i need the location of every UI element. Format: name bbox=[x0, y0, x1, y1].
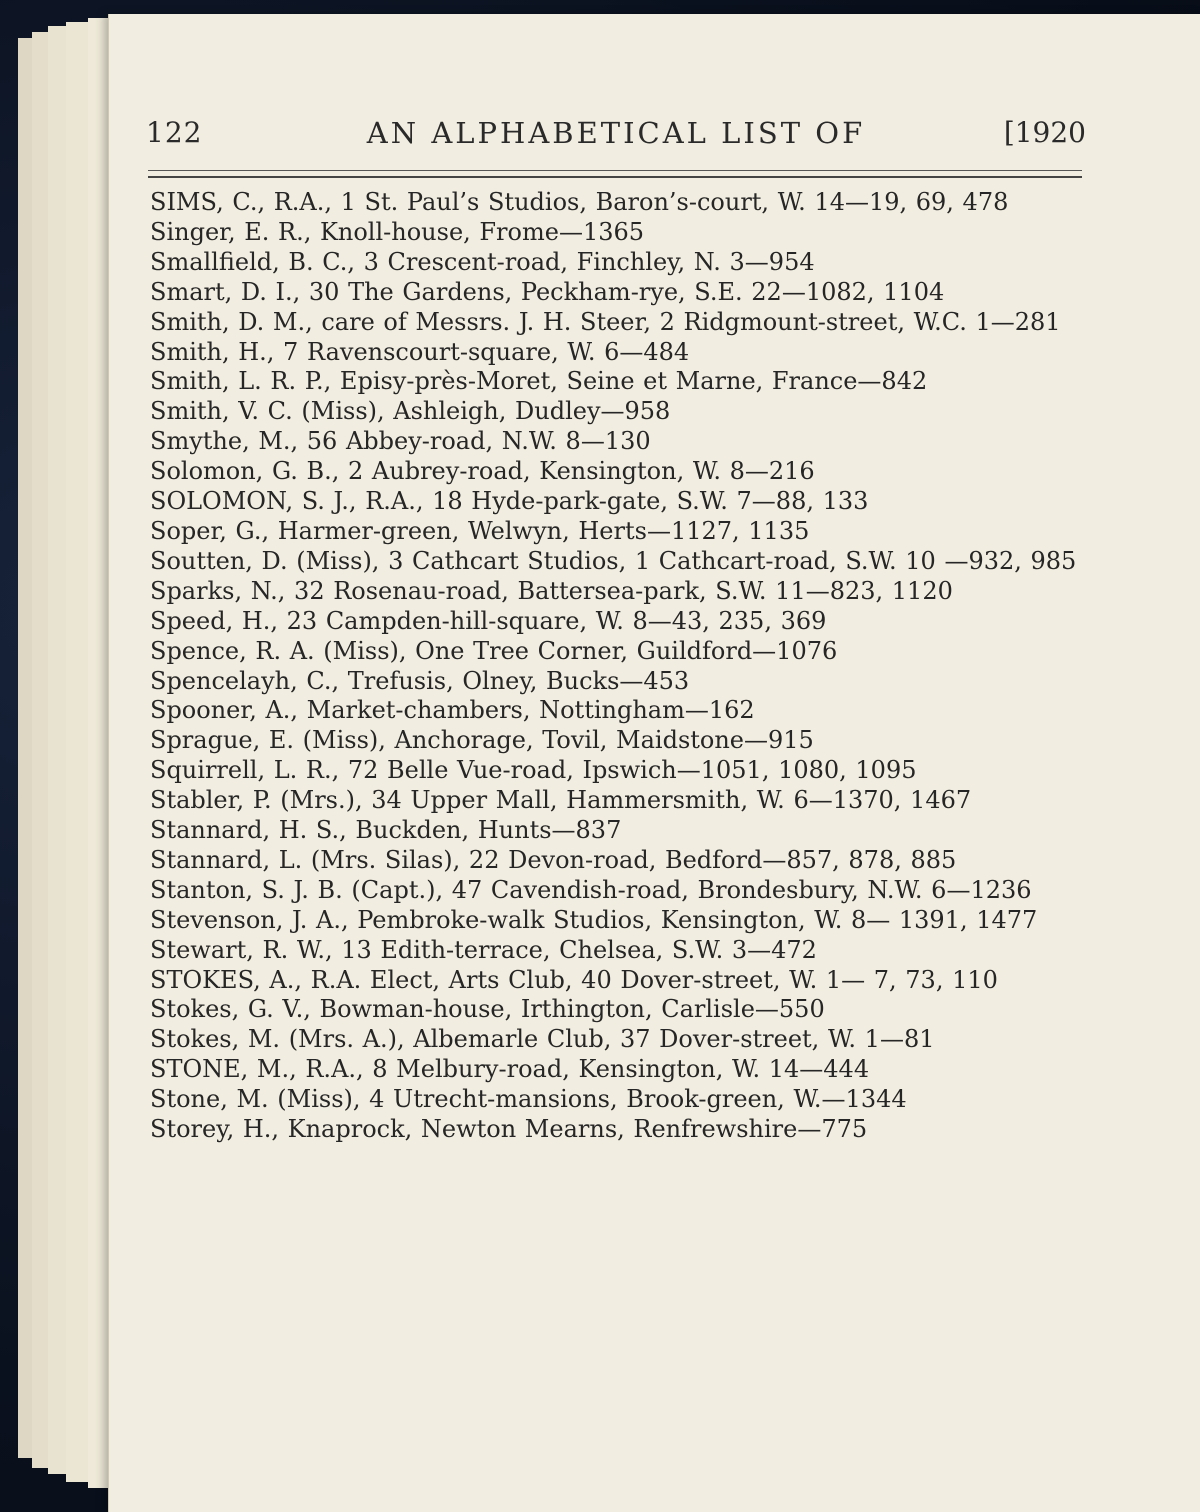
list-item: Smallfield, B. C., 3 Crescent-road, Finchley, N. 3—954 bbox=[150, 247, 815, 276]
list-item: Smith, D. M., care of Messrs. J. H. Steer, 2 Ridgmount-street, W.C. 1—281 bbox=[150, 307, 1061, 336]
list-item: Stokes, G. V., Bowman-house, Irthington, Carlisle—550 bbox=[150, 995, 825, 1024]
list-item: STOKES, A., R.A. Elect, Arts Club, 40 Dover-street, W. 1— 7, 73, 110 bbox=[150, 965, 998, 994]
list-item: Stevenson, J. A., Pembroke-walk Studios, Kensington, W. 8— 1391, 1477 bbox=[150, 905, 1038, 934]
list-item: STONE, M., R.A., 8 Melbury-road, Kensington, W. 14—444 bbox=[150, 1055, 870, 1084]
list-item: Stannard, H. S., Buckden, Hunts—837 bbox=[150, 816, 622, 845]
list-item: Smith, L. R. P., Episy-près-Moret, Seine et Marne, France—842 bbox=[150, 367, 928, 396]
header-rule bbox=[148, 170, 1082, 171]
list-item: Sprague, E. (Miss), Anchorage, Tovil, Maidstone—915 bbox=[150, 726, 814, 755]
list-item: Smith, H., 7 Ravenscourt-square, W. 6—484 bbox=[150, 337, 690, 366]
list-item: Smythe, M., 56 Abbey-road, N.W. 8—130 bbox=[150, 427, 651, 456]
list-item: Stannard, L. (Mrs. Silas), 22 Devon-road, Bedford—857, 878, 885 bbox=[150, 845, 957, 874]
list-item: Stabler, P. (Mrs.), 34 Upper Mall, Hammersmith, W. 6—1370, 1467 bbox=[150, 786, 972, 815]
list-item: Speed, H., 23 Campden-hill-square, W. 8—43, 235, 369 bbox=[150, 606, 827, 635]
list-item: Spooner, A., Market-chambers, Nottingham—162 bbox=[150, 696, 755, 725]
list-item: Smith, V. C. (Miss), Ashleigh, Dudley—958 bbox=[150, 397, 671, 426]
year-mark: [1920 bbox=[1003, 116, 1086, 149]
list-item: Smart, D. I., 30 The Gardens, Peckham-rye, S.E. 22—1082, 1104 bbox=[150, 277, 945, 306]
list-item: Spencelayh, C., Trefusis, Olney, Bucks—453 bbox=[150, 666, 690, 695]
list-item: Storey, H., Knaprock, Newton Mearns, Renfrewshire—775 bbox=[150, 1115, 868, 1144]
list-item: Stanton, S. J. B. (Capt.), 47 Cavendish-road, Brondesbury, N.W. 6—1236 bbox=[150, 875, 1032, 904]
page-header bbox=[146, 116, 1086, 156]
list-item: SIMS, C., R.A., 1 St. Paul’s Studios, Baron’s-court, W. 14—19, 69, 478 bbox=[150, 188, 1009, 216]
entry-list bbox=[150, 188, 1082, 1145]
list-item: Sparks, N., 32 Rosenau-road, Battersea-park, S.W. 11—823, 1120 bbox=[150, 576, 953, 605]
list-item: SOLOMON, S. J., R.A., 18 Hyde-park-gate, S.W. 7—88, 133 bbox=[150, 487, 869, 516]
running-title: AN ALPHABETICAL LIST OF bbox=[366, 116, 866, 150]
header-rule-double bbox=[148, 176, 1082, 178]
list-item: Stokes, M. (Mrs. A.), Albemarle Club, 37 Dover-street, W. 1—81 bbox=[150, 1025, 935, 1054]
list-item: Singer, E. R., Knoll-house, Frome—1365 bbox=[150, 217, 645, 246]
list-item: Soutten, D. (Miss), 3 Cathcart Studios, 1 Cathcart-road, S.W. 10 —932, 985 bbox=[150, 546, 1077, 575]
page-number: 122 bbox=[146, 116, 203, 149]
list-item: Stone, M. (Miss), 4 Utrecht-mansions, Brook-green, W.—1344 bbox=[150, 1085, 907, 1114]
list-item: Stewart, R. W., 13 Edith-terrace, Chelsea, S.W. 3—472 bbox=[150, 935, 817, 964]
list-item: Soper, G., Harmer-green, Welwyn, Herts—1127, 1135 bbox=[150, 516, 810, 545]
list-item: Solomon, G. B., 2 Aubrey-road, Kensington, W. 8—216 bbox=[150, 457, 815, 486]
list-item: Squirrell, L. R., 72 Belle Vue-road, Ipswich—1051, 1080, 1095 bbox=[150, 756, 917, 785]
list-item: Spence, R. A. (Miss), One Tree Corner, Guildford—1076 bbox=[150, 636, 838, 665]
